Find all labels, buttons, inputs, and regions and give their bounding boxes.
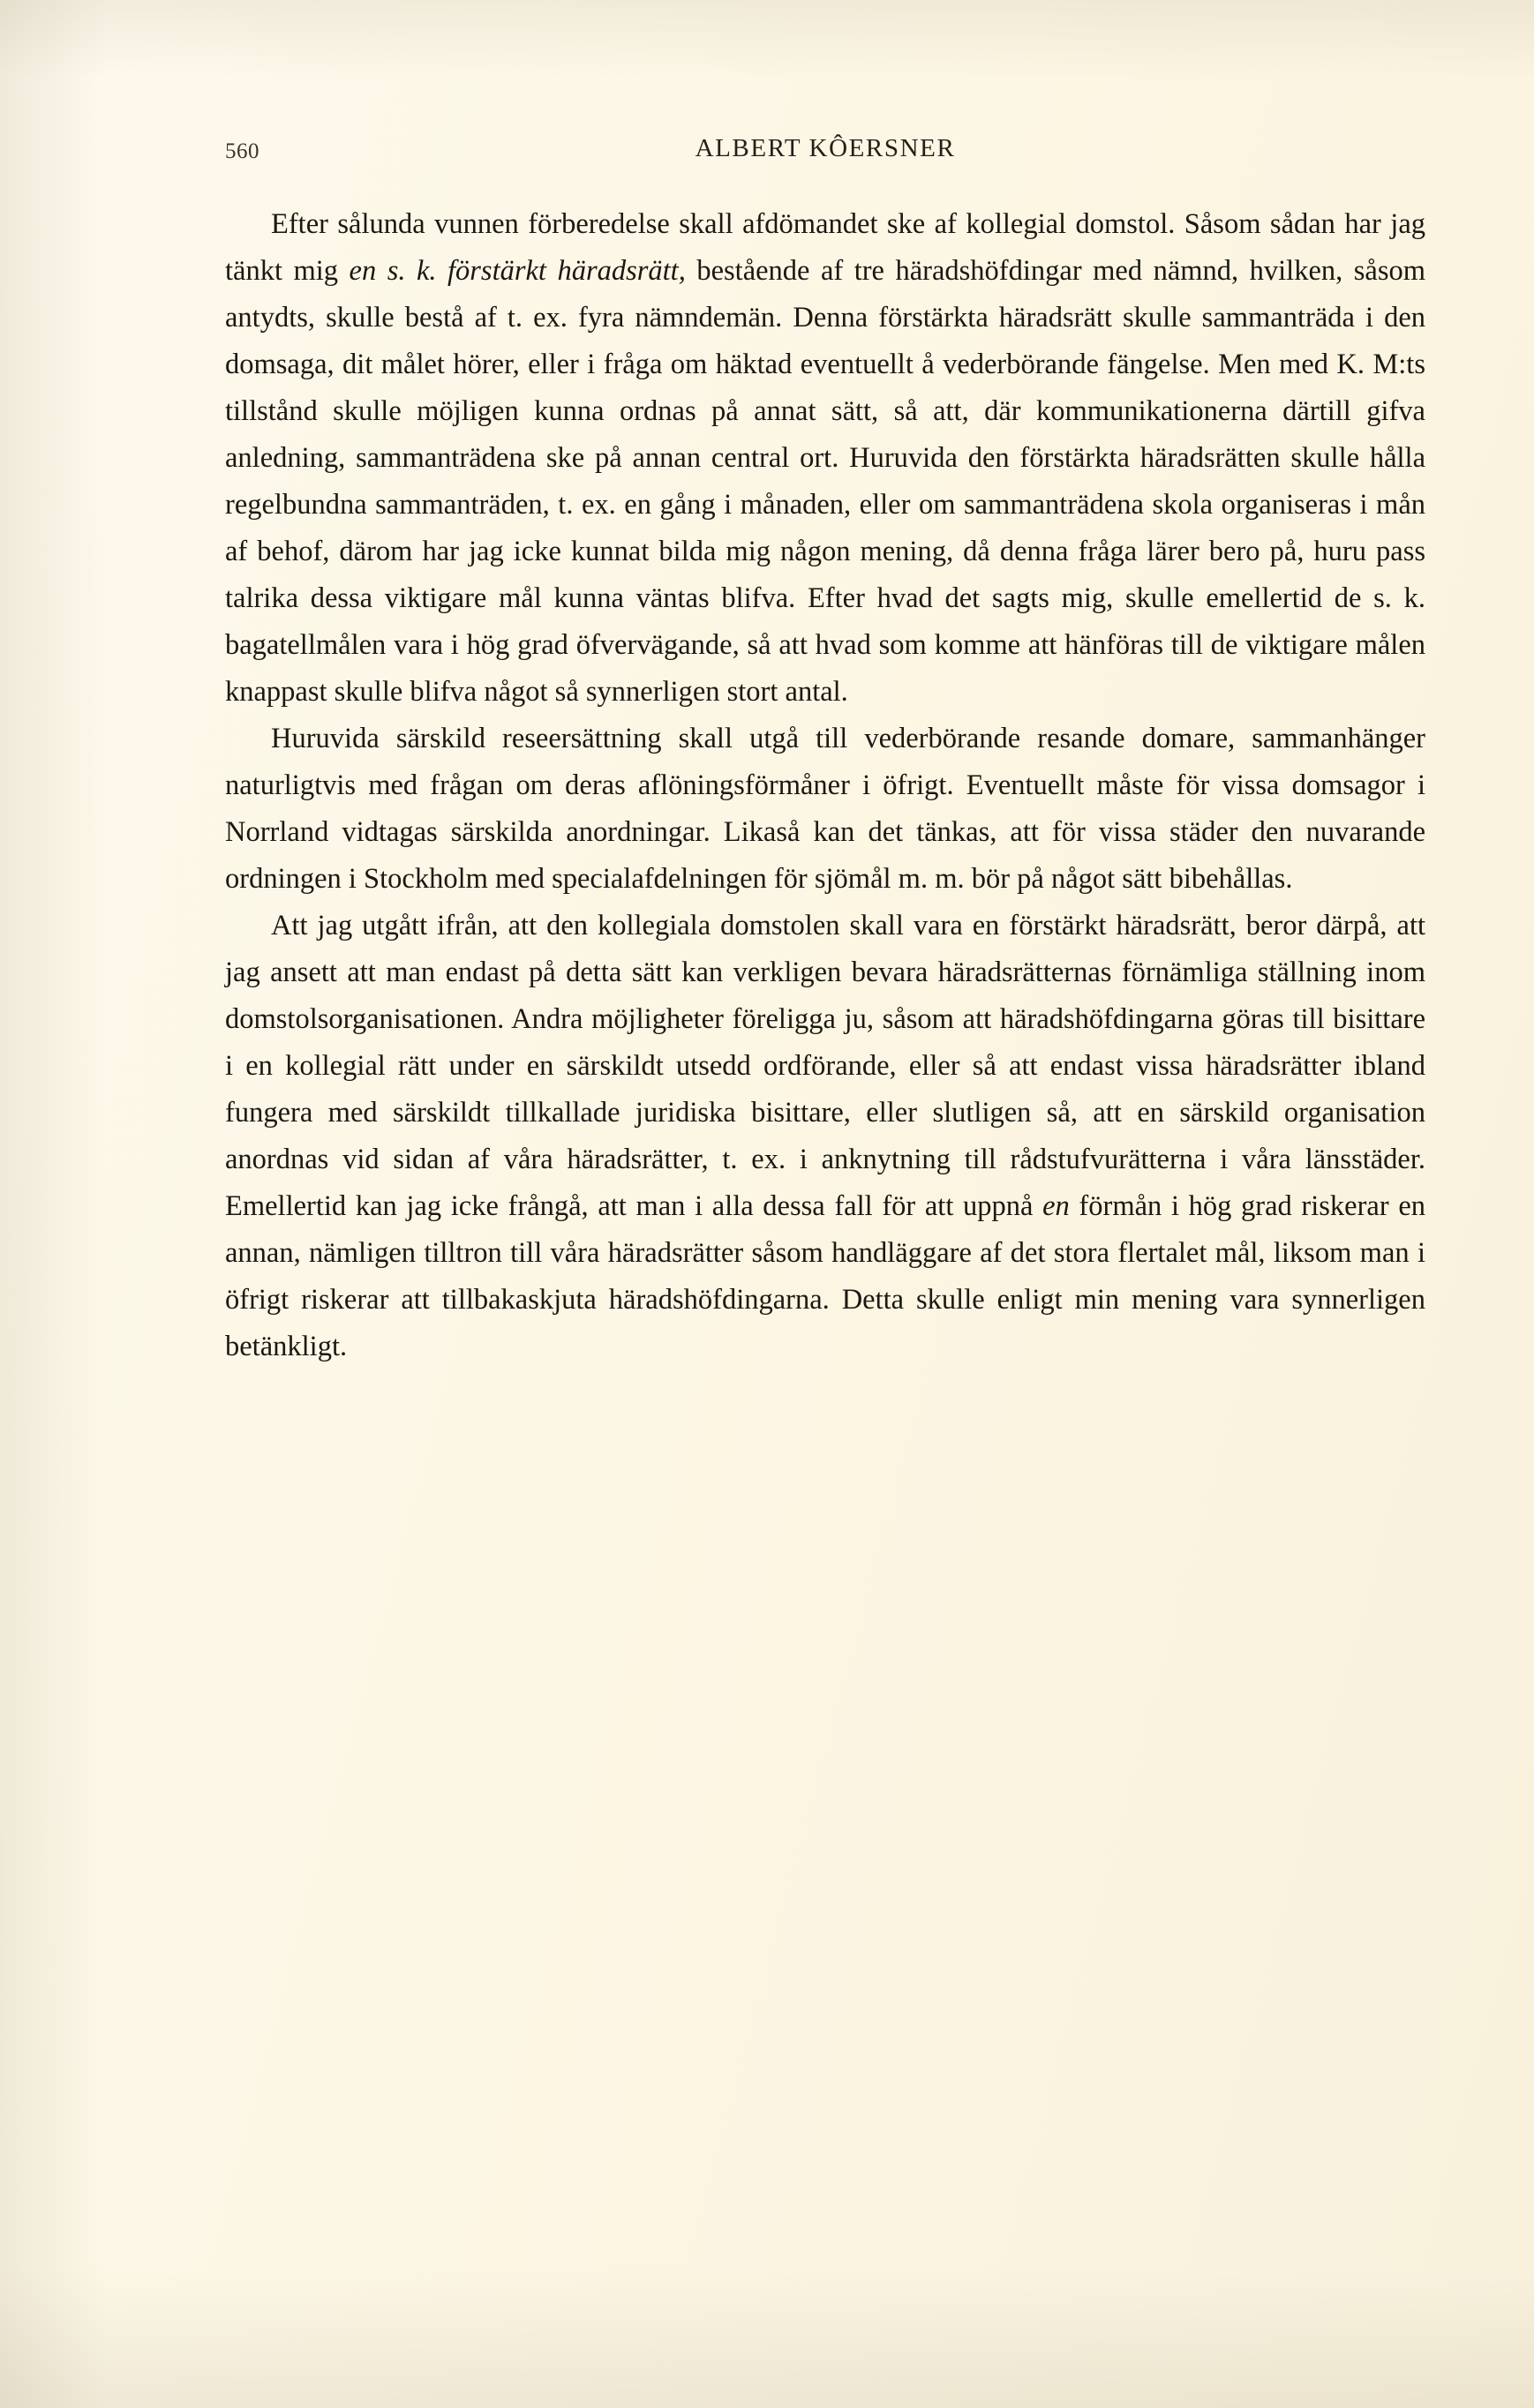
page-edge-shading-bottom (0, 2267, 1534, 2408)
text-run: Huruvida särskild reseersättning skall utgå till vederbörande resande domare, sammanhänger naturligtvis med frågan om deras aflöningsförmåner i öfrigt. Eventuellt måste för vissa domsagor i Norrland vidtagas särskilda anordningar. Likaså kan det tänkas, att för vissa städer den nuvarande ordningen i Stockholm med specialafdelningen för sjömål m. m. bör på något sätt bibehållas. (225, 723, 1425, 895)
paragraph (225, 716, 1425, 903)
text-run: Efter sålunda vunnen förberedelse skall afdömandet ske af kollegial domstol. Såsom sådan har jag tänkt mig (225, 208, 1425, 287)
emphasis-text: en (1042, 1190, 1070, 1222)
page-edge-shading-left (0, 0, 106, 2408)
paragraph (225, 903, 1425, 1370)
page-header (225, 124, 1425, 176)
text-run: förmån i hög grad riskerar en annan, nämligen tilltron till våra häradsrätter såsom handläggare af det stora flertalet mål, liksom man i öfrigt riskerar att tillbakaskjuta häradshöfdingarna. Detta skulle enligt min mening vara synnerligen betänkligt. (225, 1190, 1425, 1362)
text-run: bestående af tre häradshöfdingar med nämnd, hvilken, såsom antydts, skulle bestå af t. ex. fyra nämndemän. Denna förstärkta häradsrätt skulle sammanträda i den domsaga, dit målet hörer, eller i fråga om häktad eventuellt å vederbörande fängelse. Men med K. M:ts tillstånd skulle möjligen kunna ordnas på annat sätt, så att, där kommunikationerna därtill gifva anledning, sammanträdena ske på annan central ort. Huruvida den förstärkta häradsrätten skulle hålla regelbundna sammanträden, t. ex. en gång i månaden, eller om sammanträdena skola organiseras i mån af behof, därom har jag icke kunnat bilda mig någon mening, då denna fråga lärer bero på, huru pass talrika dessa viktigare mål kunna väntas blifva. Efter hvad det sagts mig, skulle emellertid de s. k. bagatellmålen vara i hög grad öfvervägande, så att hvad som komme att hänföras till de viktigare målen knappast skulle blifva något så synnerligen stort antal. (225, 255, 1425, 708)
running-head: ALBERT KÔERSNER (695, 134, 956, 162)
page-edge-shading-top (0, 0, 1534, 79)
emphasis-text: en s. k. förstärkt häradsrätt, (349, 255, 686, 287)
text-run: Att jag utgått ifrån, att den kollegiala domstolen skall vara en förstärkt häradsrätt, beror därpå, att jag ansett att man endast på detta sätt kan verkligen bevara häradsrätternas förnämliga ställning inom domstolsorganisationen. Andra möjligheter föreligga ju, såsom att häradshöfdingarna göras till bisittare i en kollegial rätt under en särskildt utsedd ordförande, eller så att endast vissa häradsrätter ibland fungera med särskildt tillkallade juridiska bisittare, eller slutligen så, att en särskild organisation anordnas vid sidan af våra häradsrätter, t. ex. i anknytning till rådstufvurätterna i våra länsstäder. Emellertid kan jag icke frångå, att man i alla dessa fall för att uppnå (225, 910, 1425, 1222)
page-number: 560 (225, 139, 259, 163)
page-content (225, 124, 1425, 1370)
paragraph (225, 201, 1425, 716)
body-text (225, 201, 1425, 1370)
